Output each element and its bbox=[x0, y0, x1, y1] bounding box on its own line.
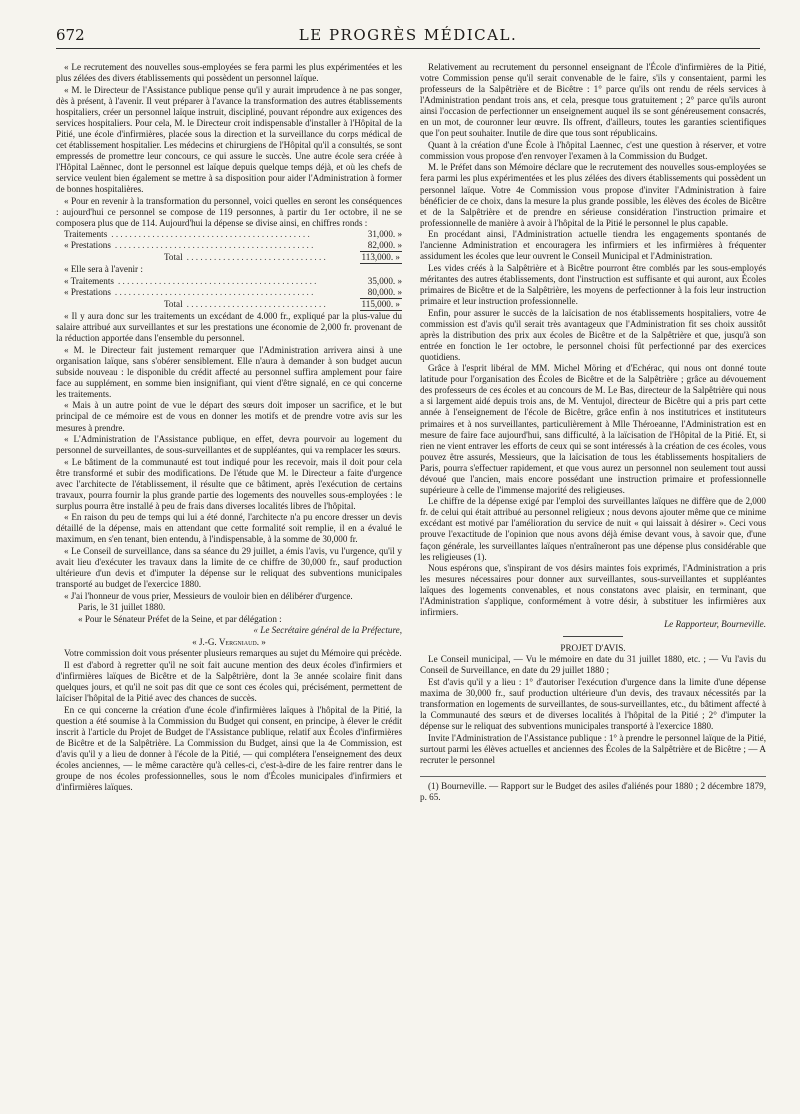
paragraph: « Le recrutement des nouvelles sous-employées se fera parmi les plus expérimentées et les plus zélées des divers établissements qui possèdent un personnel laïque. bbox=[56, 62, 402, 84]
paragraph: Quant à la création d'une École à l'hôpital Laennec, c'est une question à réserver, et votre commission vous propose d'en renvoyer l'examen à la Commission du Budget. bbox=[420, 139, 766, 161]
page-header bbox=[56, 22, 760, 49]
paragraph: En procédant ainsi, l'Administration actuelle tiendra les engagements spontanés de l'ancienne Administration et encouragera les infirmiers et les infirmières à fréquenter assidument les écoles que leur ouvrent le Conseil Municipal et l'Administration. bbox=[420, 229, 766, 262]
paragraph: « Le bâtiment de la communauté est tout indiqué pour les recevoir, mais il doit pour cela être transformé et subir des modifications. De l'étude que M. le Directeur a faite d'urgence avec l'architecte de l'établissement, il résulte que ce bâtiment, après l'exécution de certains travaux, pourra fournir la plus grande partie des logements des nouvelles sous-employées : le surplus pourra être installé à peu de frais dans diverses localités libres de l'hôpital. bbox=[56, 456, 402, 511]
expense-row: « Traitements . . . 35,000. » bbox=[56, 276, 402, 287]
paragraph: Grâce à l'esprit libéral de MM. Michel Möring et d'Echérac, qui nous ont donné toute latitude pour l'organisation des Écoles de Bicêtre et de la Salpêtrière ; grâce au dévouement des professeurs de ces écoles et au concours de M. Le Bas, directeur de la Salpêtrière qui nous a si largement aidé depuis trois ans, de M. Ventujol, directeur de Bicêtre qui a pris part cette année à l'enseignement de l'école de Bicêtre, grâce enfin à nos institutrices et instituteurs primaires et à nos surveillantes, particulièrement à Mlle Théroeanne, l'Administration est en mesure de faire face aujourd'hui, sans difficulté, à la laïcisation de l'Hôpital de la Pitié. Et, si rien ne vient entraver les efforts de ceux qui se sont intéressés à la création de ces écoles, vous pouvez être assurés, Messieurs, que la laïcisation de tous les établissements hospitaliers de Paris, pourra s'effectuer rapidement, et que vous aurez un personnel non seulement tout aussi dévoué que l'ancien, mais encore possédant une instruction primaire et professionnelle supérieure à celle de l'immense majorité des religieuses. bbox=[420, 363, 766, 495]
paragraph: « L'Administration de l'Assistance publique, en effet, devra pourvoir au logement du personnel de surveillantes, de sous-surveillantes et de suppléantes, qui va remplacer les sœurs. bbox=[56, 434, 402, 456]
paragraph: Enfin, pour assurer le succès de la laïcisation de nos établissements hospitaliers, votre 4e commission est d'avis qu'il serait très avantageux que l'Administration fit ses choix aussitôt après la distribution des prix aux écoles de Bicêtre et de la Salpêtrière et que, jusqu'à son entrée en fonction le 1er octobre, le personnel choisi fût perfectionné par des exercices quotidiens. bbox=[420, 307, 766, 362]
footnote: (1) Bourneville. — Rapport sur le Budget des asiles d'aliénés pour 1880 ; 2 décembre 1879, p. 65. bbox=[420, 780, 766, 802]
paragraph: « M. le Directeur fait justement remarquer que l'Administration arrivera ainsi à une organisation laïque, sans s'obérer sensiblement. Elle n'aura à demander à son budget aucun subside nouveau : le disponible du crédit affecté au personnel suffira amplement pour faire face au supplément, en somme bien insignifiant, qui vient d'être signalé, en ce qui concerne les traitements. bbox=[56, 344, 402, 399]
paragraph: « Le Conseil de surveillance, dans sa séance du 29 juillet, a émis l'avis, vu l'urgence, qu'il y avait lieu d'exécuter les travaux dans la limite de ce chiffre de 30,000 fr., sauf production ultérieure d'un devis et d'imputer la dépense sur le reliquat des subventions municipales transporté au budget de l'exercice 1880. bbox=[56, 546, 402, 590]
paragraph: Les vides créés à la Salpêtrière et à Bicêtre pourront être comblés par les sous-employés méritantes des autres établissements, dont l'instruction est suffisante et qui auront, aux Écoles primaires de Bicêtre et de la Salpêtrière, les moyens de perfectionner à la fois leur instruction primaire et leur instruction professionnelle. bbox=[420, 262, 766, 306]
page-number: 672 bbox=[56, 26, 85, 44]
paragraph: « M. le Directeur de l'Assistance publique pense qu'il y aurait imprudence à ne pas songer, dès à présent, à l'avenir. Il veut préparer à l'avance la transformation des autres établissements hospitaliers, créer un personnel laïque instruit, discipliné, pouvant répondre aux exigences des services hospitaliers. Pour cela, M. le Directeur croit indispensable d'installer à l'Hôpital de la Pitié, une école d'infirmières, placée sous la direction et la surveillance du corps médical de cet établissement hospitalier. Les médecins et chirurgiens de l'Hôpital qu'il a consultés, se sont empressés de promettre leur concours, ce qui assure le succès. Une autre école sera créée à l'Hôpital Laënnec, dont le personnel est laïque depuis quelque temps déjà, et où les chefs de service veulent bien également se mettre à sa disposition pour aider l'Administration à former de bonnes hospitalières. bbox=[56, 84, 402, 195]
paragraph: M. le Préfet dans son Mémoire déclare que le recrutement des nouvelles sous-employées se fera parmi les plus expérimentées et les plus zélées des divers établissements qui possèdent un personnel laïque. Votre 4e Commission vous propose d'inviter l'Administration à faire bénéficier de ce choix, dans la mesure la plus grande possible, les élèves des écoles de Bicêtre et de la Salpêtrière et de prendre en sérieuse considération l'instruction primaire et professionnelle de manière à avoir à l'hôpital de la Pitié le personnel le plus capable. bbox=[420, 162, 766, 228]
paragraph: « J'ai l'honneur de vous prier, Messieurs de vouloir bien en délibérer d'urgence. bbox=[64, 590, 353, 601]
expense-row: « Prestations . . . 82,000. » bbox=[56, 240, 402, 251]
left-column bbox=[56, 62, 402, 794]
paragraph: Le Conseil municipal, — Vu le mémoire en date du 31 juillet 1880, etc. ; — Vu l'avis du Conseil de Surveillance, en date du 29 juillet 1880 ; bbox=[420, 654, 766, 676]
paragraph: « En raison du peu de temps qui lui a été donné, l'architecte n'a pu encore dresser un devis détaillé de la dépense, mais en attendant que cette formalité soit remplie, il en a évalué le maximum, en s'en tenant, bien entendu, à l'indispensable, à la somme de 30,000 fr. bbox=[56, 512, 402, 545]
signature-title: « Le Secrétaire général de la Préfecture, bbox=[253, 625, 402, 636]
right-column bbox=[420, 62, 766, 804]
section-title: PROJET D'AVIS. bbox=[560, 642, 626, 653]
paragraph: « Mais à un autre point de vue le départ des sœurs doit imposer un sacrifice, et le but principal de ce mémoire est de vous en donner les motifs et de prendre votre avis sur les mesures à prendre. bbox=[56, 400, 402, 433]
letter-date: Paris, le 31 juillet 1880. bbox=[78, 602, 166, 613]
paragraph: Votre commission doit vous présenter plusieurs remarques au sujet du Mémoire qui précède. bbox=[64, 648, 402, 659]
expense-row: « Prestations . . . 80,000. » bbox=[56, 287, 402, 298]
paragraph: Le chiffre de la dépense exigé par l'emploi des surveillantes laïques ne diffère que de 2,000 fr. de celui qui était attribué au personnel religieux ; nous devons ajouter même que ce minime excédant est motivé par l'amélioration du service de nuit « qui laissait à désirer ». Ceci vous prouve l'exactitude de l'opinion que nous avons déjà émise devant vous, à savoir que, d'une façon générale, les surveillantes laïques n'entraîneront pas une dépense plus considérable que les religieuses (1). bbox=[420, 496, 766, 562]
journal-title: LE PROGRÈS MÉDICAL. bbox=[298, 26, 518, 44]
signature-line: « Pour le Sénateur Préfet de la Seine, et par délégation : bbox=[78, 613, 282, 624]
paragraph: « Pour en revenir à la transformation du personnel, voici quelles en seront les conséquences : aujourd'hui ce personnel se compose de 119 personnes, à partir du 1er octobre, il ne se composera plus que de 114. Aujourd'hui la dépense se divise ainsi, en chiffres ronds : bbox=[56, 195, 402, 228]
footnote-divider bbox=[420, 776, 766, 777]
paragraph: Nous espérons que, s'inspirant de vos désirs maintes fois exprimés, l'Administration a pris les mesures nécessaires pour donner aux surveillantes, sous-surveillantes et suppléantes laïques des logements convenables, et nous constatons avec plaisir, en terminant, que l'Administration s'applique, conformément à votre désir, à substituer les infirmières aux infirmiers. bbox=[420, 563, 766, 618]
paragraph: Invite l'Administration de l'Assistance publique : 1° à prendre le personnel laïque de la Pitié, surtout parmi les élèves actuelles et anciennes des Écoles de la Salpêtrière et de Bicêtre ; — A recruter le personnel bbox=[420, 732, 766, 765]
paragraph: En ce qui concerne la création d'une école d'infirmières laïques à l'hôpital de la Pitié, la question a été soumise à la Commission du Budget qui consent, en principe, à élever le crédit inscrit à l'article du Projet de Budget de l'Assistance publique, relatif aux Écoles d'infirmières de Bicêtre et de la Salpêtrière. La Commission du Budget, ainsi que la 4e Commission, est d'avis qu'il y a lieu de donner à l'école de la Pitié, — qui complétera l'enseignement des deux écoles anciennes, — le même caractère qu'à celles-ci, c'est-à-dire de les faire rentrer dans le groupe de nos écoles professionnelles, sous le nom d'Écoles municipales d'infirmiers et d'infirmières laïques. bbox=[56, 704, 402, 792]
paragraph: Relativement au recrutement du personnel enseignant de l'École d'infirmières de la Pitié, votre Commission pense qu'il serait convenable de le faire, s'ils y consentaient, parmi les professeurs de la Salpêtrière et de Bicêtre : 1° parce qu'ils ont rendu de réels services à l'Administration pendant trois ans, et cela, presque tous gratuitement ; 2° parce qu'ils auront ainsi l'occasion de perfectionner un enseignement auquel ils se sont généreusement consacrés, en un mot, de couronner leur œuvre. Ils offrent, d'ailleurs, toutes les garanties scientifiques que l'on peut souhaiter. Inutile de dire que tous sont républicains. bbox=[420, 62, 766, 139]
paragraph: « Elle sera à l'avenir : bbox=[64, 264, 143, 275]
signature-name: « J.-G. Vergniaud. » bbox=[192, 636, 266, 647]
expense-total-row: Total . . . 113,000. » bbox=[56, 251, 402, 264]
paragraph: Il est d'abord à regretter qu'il ne soit fait aucune mention des deux écoles d'infirmiers et d'infirmières laïques de Bicêtre et de la Salpêtrière, dont la 3e année scolaire finit dans quelques jours, et qu'il ne soit pas dit que ce sont ces écoles qui, précisément, permettent de laïciser l'hôpital de la Pitié avec des chances de succès. bbox=[56, 659, 402, 704]
paragraph: « Il y aura donc sur les traitements un excédant de 4.000 fr., expliqué par la plus-value du salaire attribué aux surveillantes et sur les prestations une économie de 2,000 fr. provenant de la réduction apportée dans l'ensemble du personnel. bbox=[56, 311, 402, 344]
rapporteur-signature: Le Rapporteur, Bourneville. bbox=[664, 618, 766, 629]
paragraph: Est d'avis qu'il y a lieu : 1° d'autoriser l'exécution d'urgence dans la limite d'une dépense maxima de 30,000 fr., sauf production ultérieure d'un devis, des travaux nécessités par la transformation en logements de surveillantes, de sous-surveillantes, etc., du bâtiment affecté à la Communauté des sœurs et de diverses localités à l'hôpital de la Pitié ; 2° d'imputer la dépense sur le reliquat des subventions municipales transporté à l'exercice 1880. bbox=[420, 677, 766, 732]
expense-row: Traitements . . . 31,000. » bbox=[56, 229, 402, 240]
section-divider bbox=[563, 636, 623, 637]
expense-total-row: Total . . . 115,000. » bbox=[56, 298, 402, 311]
